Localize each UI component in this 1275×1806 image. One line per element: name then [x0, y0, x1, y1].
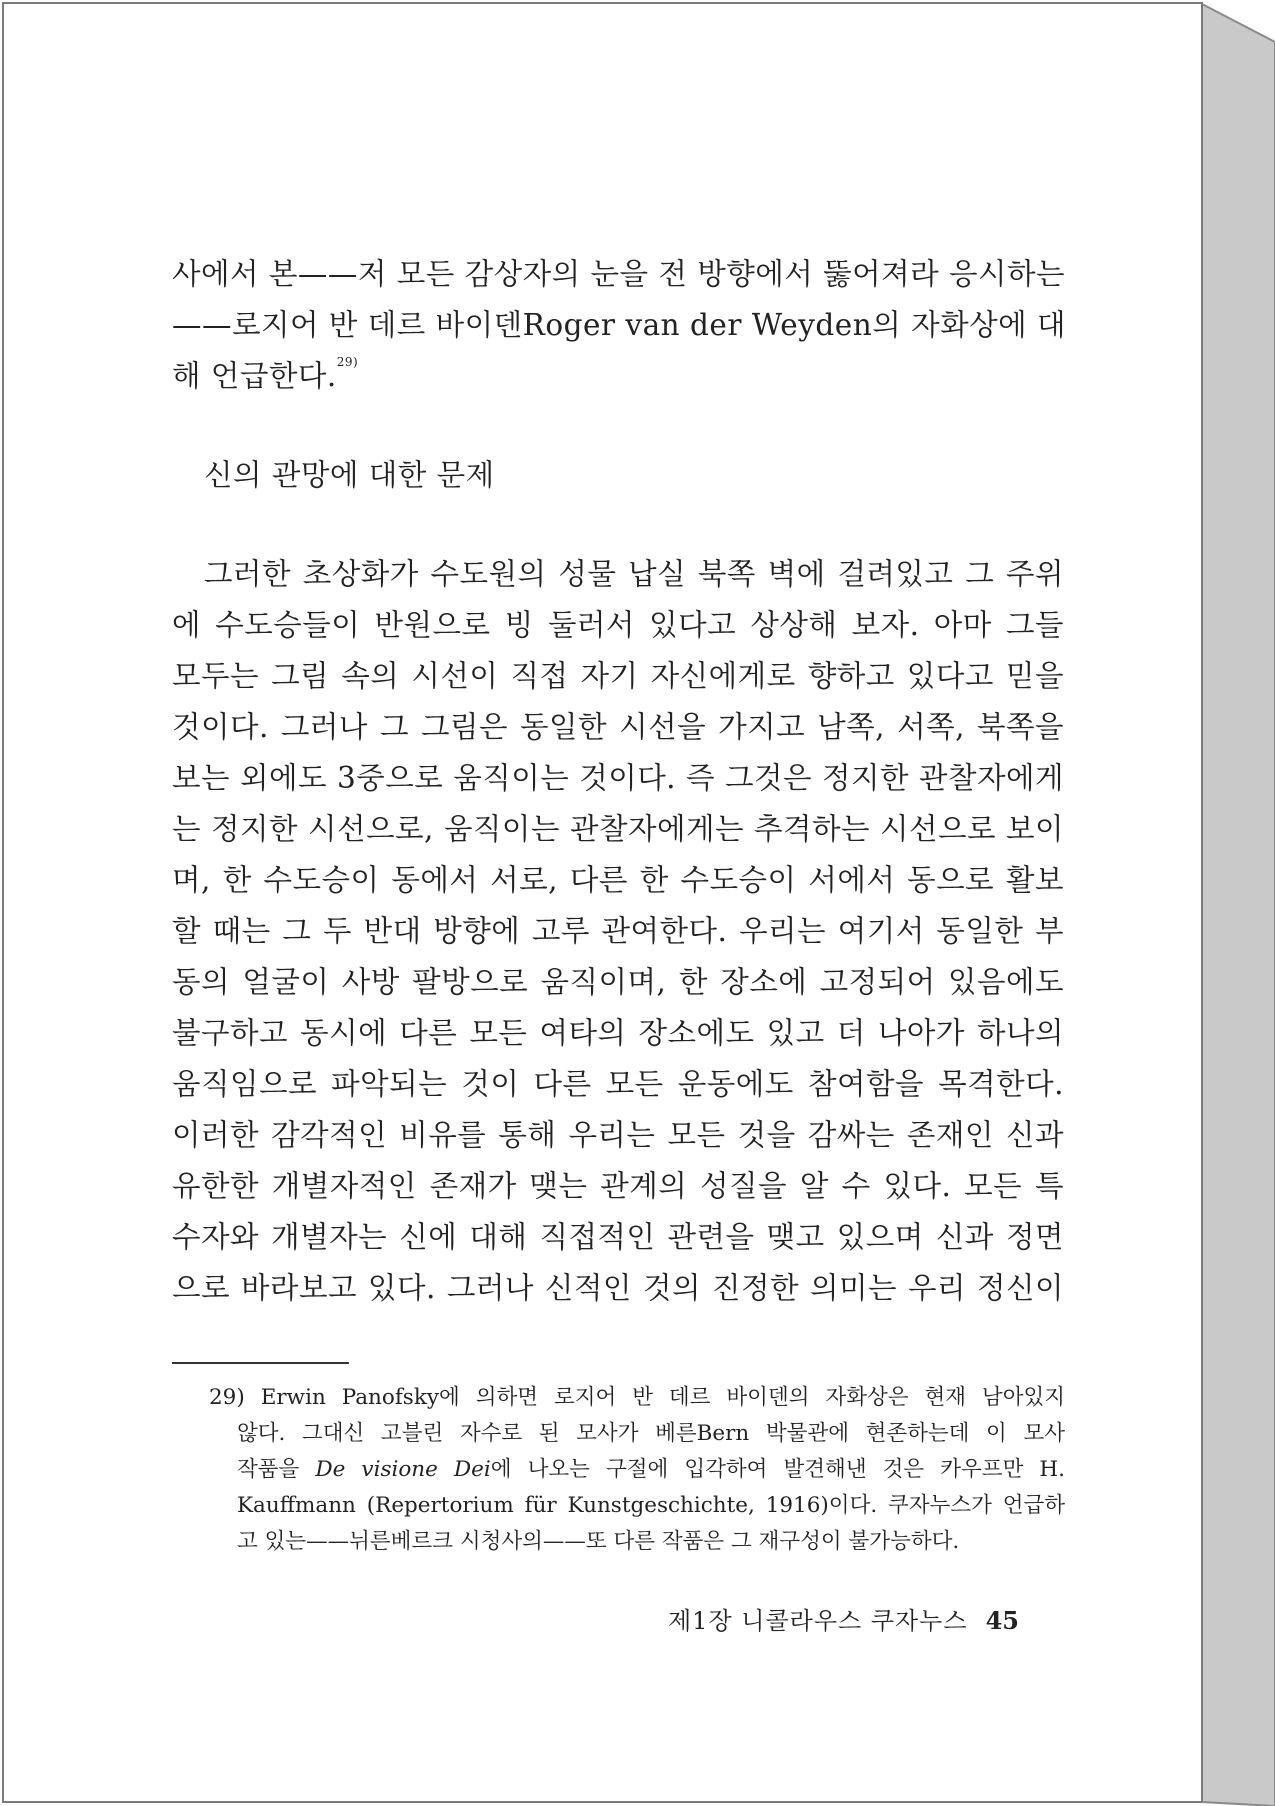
body-paragraph-line: 그러한 초상화가 수도원의 성물 납실 북쪽 벽에 걸려있고 그 주위: [204, 557, 1064, 591]
footnote-line: [209, 1387, 1065, 1409]
footnote-reference: 29): [336, 355, 359, 369]
body-paragraph-line: 으로 바라보고 있다. 그러나 신적인 것의 진정한 의미는 우리 정신이: [172, 1271, 1064, 1305]
page-footer: [668, 1606, 1019, 1635]
body-paragraph-line: 이러한 감각적인 비유를 통해 우리는 모든 것을 감싸는 존재인 신과: [172, 1118, 1064, 1152]
top-paragraph-line: [172, 355, 1064, 393]
body-paragraph-line: 동의 얼굴이 사방 팔방으로 움직이며, 한 장소에 고정되어 있음에도: [172, 965, 1064, 999]
footnote-line: 고 있는——뉘른베르크 시청사의——또 다른 작품은 그 재구성이 불가능하다.: [237, 1529, 960, 1554]
body-paragraph-line: 모두는 그림 속의 시선이 직접 자기 자신에게로 향하고 있다고 믿을: [172, 659, 1064, 693]
footnote-italic-title: De visione Dei: [315, 1457, 491, 1482]
body-paragraph-line: 보는 외에도 3중으로 움직이는 것이다. 즉 그것은 정지한 관찰자에게: [172, 761, 1064, 795]
body-paragraph-line: 움직임으로 파악되는 것이 다른 모든 운동에도 참여함을 목격한다.: [172, 1067, 1064, 1101]
body-paragraph-line: 불구하고 동시에 다른 모든 여타의 장소에도 있고 더 나아가 하나의: [172, 1016, 1064, 1050]
body-paragraph-line: 는 정지한 시선으로, 움직이는 관찰자에게는 추격하는 시선으로 보이: [172, 812, 1064, 846]
footnote-number: 29): [209, 1385, 245, 1410]
top-paragraph-line-text: 해 언급한다.: [172, 359, 337, 393]
book-page: [4, 4, 1202, 1800]
footnote-divider: [172, 1362, 349, 1364]
footnote-line: Kauffmann (Repertorium für Kunstgeschichte, 1916)이다. 쿠자누스가 언급하: [237, 1493, 1065, 1518]
footnote-text: Erwin Panofsky에 의하면 로지어 반 데르 바이덴의 자화상은 현재 남아있지: [260, 1385, 1065, 1410]
footnote-text: 에 나오는 구절에 입각하여 발견해낸 것은 카우프만 H.: [490, 1457, 1065, 1482]
body-paragraph-line: 할 때는 그 두 반대 방향에 고루 관여한다. 우리는 여기서 동일한 부: [172, 914, 1064, 948]
body-paragraph-line: 수자와 개별자는 신에 대해 직접적인 관련을 맺고 있으며 신과 정면: [172, 1220, 1064, 1254]
footnote-line: 않다. 그대신 고블린 자수로 된 모사가 베른Bern 박물관에 현존하는데 이 모사: [237, 1421, 1065, 1446]
section-heading: 신의 관망에 대한 문제: [204, 458, 495, 492]
body-paragraph-line: 에 수도승들이 반원으로 빙 둘러서 있다고 상상해 보자. 아마 그들: [172, 608, 1064, 642]
footnote-text: 작품을: [237, 1457, 316, 1482]
body-paragraph-line: 며, 한 수도승이 동에서 서로, 다른 한 수도승이 서에서 동으로 활보: [172, 863, 1064, 897]
page-number: 45: [985, 1606, 1019, 1635]
footnote-line: [237, 1459, 1065, 1481]
top-paragraph-line: ——로지어 반 데르 바이덴Roger van der Weyden의 자화상에 대: [172, 308, 1066, 342]
body-paragraph-line: 유한한 개별자적인 존재가 맺는 관계의 성질을 알 수 있다. 모든 특: [172, 1169, 1064, 1203]
top-paragraph-line: 사에서 본——저 모든 감상자의 눈을 전 방향에서 뚫어져라 응시하는: [172, 257, 1065, 291]
body-paragraph-line: 것이다. 그러나 그 그림은 동일한 시선을 가지고 남쪽, 서쪽, 북쪽을: [172, 710, 1064, 744]
running-head-chapter: 제1장 니콜라우스 쿠자누스: [668, 1607, 968, 1635]
